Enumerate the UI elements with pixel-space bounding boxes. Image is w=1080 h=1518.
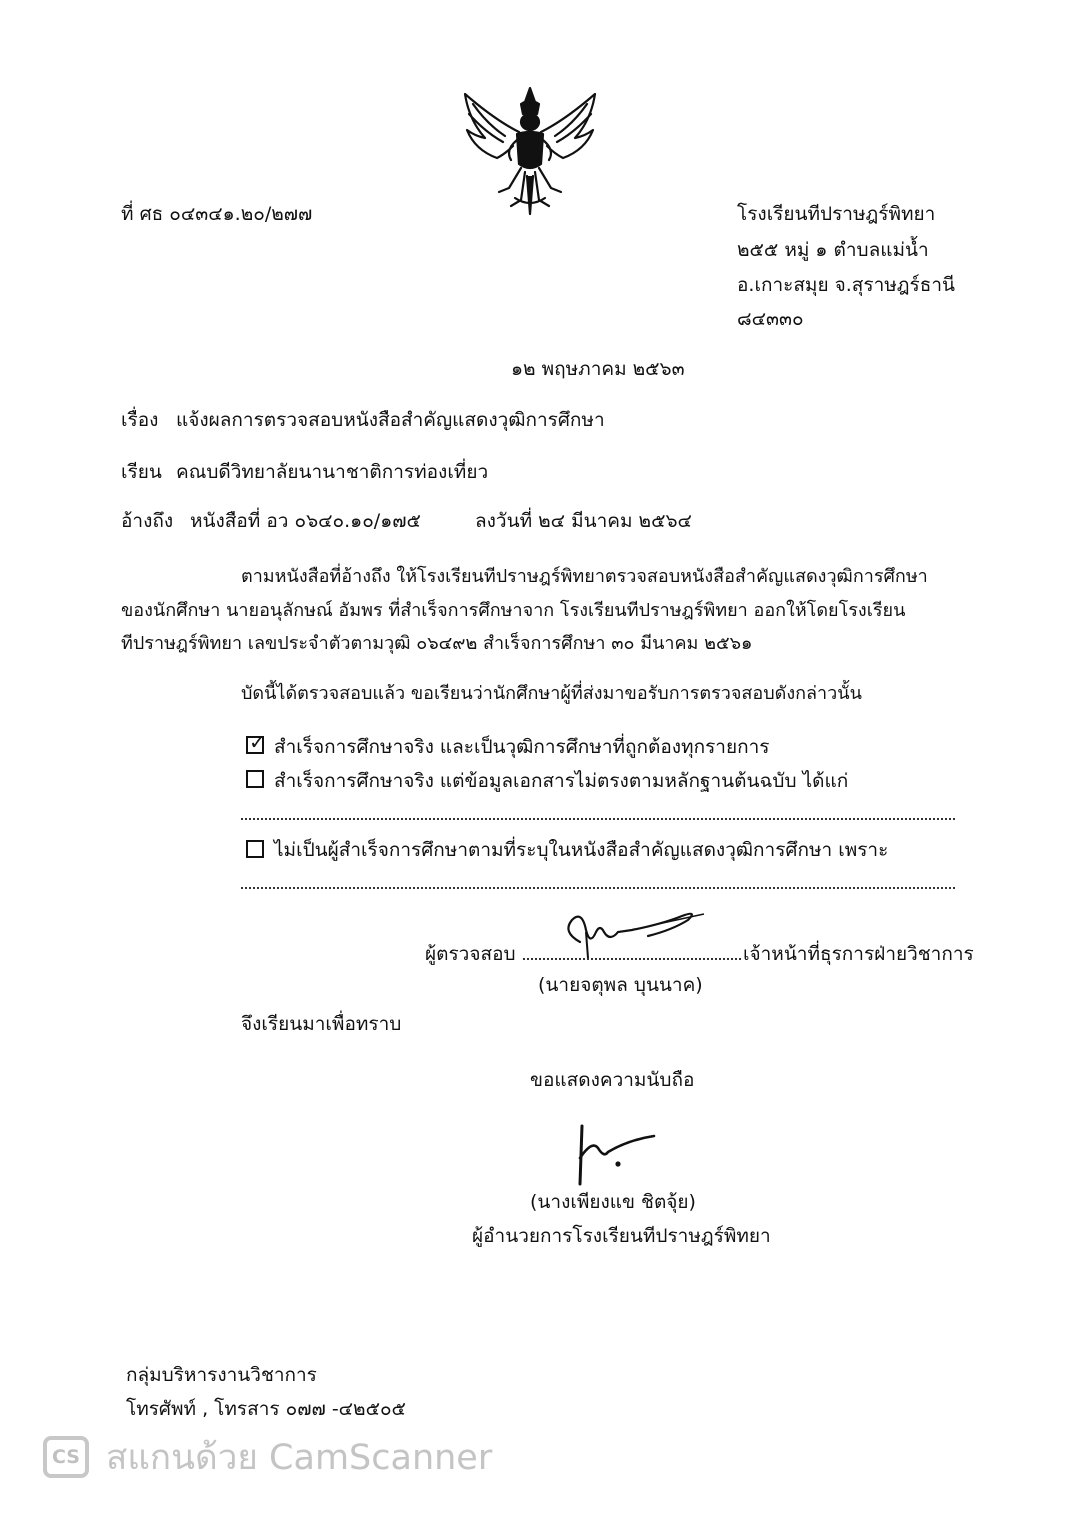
checkbox-not-graduate[interactable]: [246, 840, 264, 858]
body-line: ทีปราษฎร์พิทยา เลขประจำตัวตามวุฒิ ๐๖๔๙๒ สำเร็จการศึกษา ๓๐ มีนาคม ๒๕๖๑: [121, 633, 753, 654]
option-label: สำเร็จการศึกษาจริง และเป็นวุฒิการศึกษาที่ถูกต้องทุกรายการ: [274, 736, 770, 758]
checkmark-icon: ✓: [249, 730, 266, 754]
inspector-position: เจ้าหน้าที่ธุรการฝ่ายวิชาการ: [743, 943, 974, 965]
reference-date: ลงวันที่ ๒๔ มีนาคม ๒๕๖๔: [475, 510, 692, 532]
dotted-line: [241, 887, 955, 889]
reference-label: อ้างถึง: [121, 510, 174, 532]
reference-number: ที่ ศธ ๐๔๓๔๑.๒๐/๒๗๗: [121, 203, 313, 225]
checkbox-mismatch[interactable]: [246, 770, 264, 788]
inspector-label: ผู้ตรวจสอบ: [425, 943, 516, 965]
camscanner-watermark: สแกนด้วย CamScanner: [106, 1438, 493, 1478]
option-label: สำเร็จการศึกษาจริง แต่ข้อมูลเอกสารไม่ตรงตามหลักฐานต้นฉบับ ได้แก่: [274, 770, 849, 792]
reference-document: หนังสือที่ อว ๐๖๔๐.๑๐/๑๗๕: [190, 510, 421, 532]
dotted-line: [241, 818, 955, 820]
director-position: ผู้อำนวยการโรงเรียนทีปราษฎร์พิทยา: [472, 1225, 771, 1247]
option-label: ไม่เป็นผู้สำเร็จการศึกษาตามที่ระบุในหนังสือสำคัญแสดงวุฒิการศึกษา เพราะ: [274, 839, 889, 861]
recipient-text: คณบดีวิทยาลัยนานาชาติการท่องเที่ยว: [176, 461, 489, 483]
inspector-signature: [552, 902, 712, 964]
garuda-emblem: [455, 80, 605, 220]
body-line: ตามหนังสือที่อ้างถึง ให้โรงเรียนทีปราษฎร์พิทยาตรวจสอบหนังสือสำคัญแสดงวุฒิการศึกษา: [241, 566, 928, 587]
sender-postcode: ๘๔๓๓๐: [737, 308, 804, 330]
check-intro: บัดนี้ได้ตรวจสอบแล้ว ขอเรียนว่านักศึกษาผู้ที่ส่งมาขอรับการตรวจสอบดังกล่าวนั้น: [241, 683, 862, 704]
sender-address-line-2: อ.เกาะสมุย จ.สุราษฎร์ธานี: [737, 274, 955, 296]
director-name: (นางเพียงแข ชิตจุ้ย): [530, 1191, 696, 1213]
contact-numbers: โทรศัพท์ , โทรสาร ๐๗๗ -๔๒๕๐๕: [126, 1398, 406, 1420]
recipient-label: เรียน: [121, 461, 162, 483]
closing-request: จึงเรียนมาเพื่อทราบ: [241, 1013, 402, 1035]
department: กลุ่มบริหารงานวิชาการ: [126, 1364, 317, 1386]
subject-label: เรื่อง: [121, 409, 159, 431]
director-signature: [568, 1118, 668, 1190]
letter-date: ๑๒ พฤษภาคม ๒๕๖๓: [511, 358, 685, 380]
sender-name: โรงเรียนทีปราษฎร์พิทยา: [737, 203, 936, 225]
inspector-name: (นายจตุพล บุนนาค): [538, 974, 703, 996]
camscanner-logo-icon: CS: [43, 1436, 89, 1478]
subject-text: แจ้งผลการตรวจสอบหนังสือสำคัญแสดงวุฒิการศึกษา: [176, 409, 605, 431]
sender-address-line-1: ๒๕๕ หมู่ ๑ ตำบลแม่น้ำ: [737, 239, 929, 261]
checkbox-verified[interactable]: [246, 730, 266, 754]
complimentary-close: ขอแสดงความนับถือ: [530, 1069, 695, 1091]
body-line: ของนักศึกษา นายอนุลักษณ์ อัมพร ที่สำเร็จการศึกษาจาก โรงเรียนทีปราษฎร์พิทยา ออกให้โดยโรงเรียน: [121, 600, 906, 621]
